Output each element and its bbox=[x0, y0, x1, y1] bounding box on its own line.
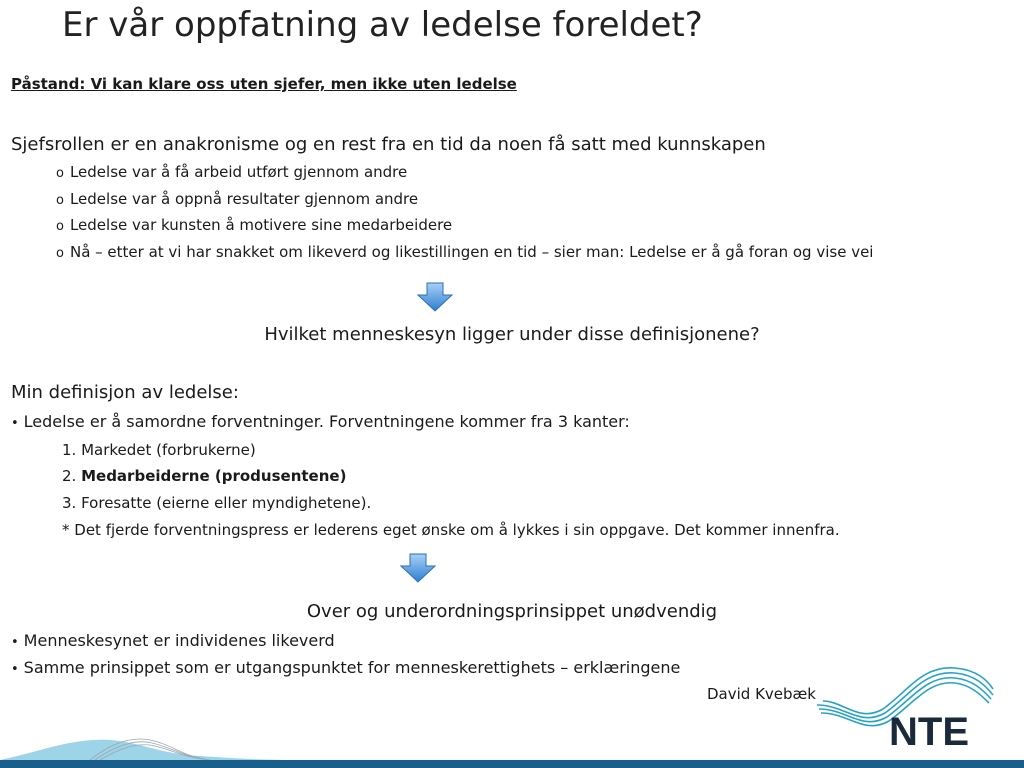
down-arrow-icon bbox=[399, 553, 437, 583]
nte-logo bbox=[815, 665, 995, 755]
numbered-item: 1. Markedet (forbrukerne) bbox=[62, 441, 256, 459]
numbered-item: 3. Foresatte (eierne eller myndighetene). bbox=[62, 494, 372, 512]
question-text: Hvilket menneskesyn ligger under disse definisjonene? bbox=[264, 324, 760, 345]
list-item: • Menneskesynet er individenes likeverd bbox=[11, 631, 335, 650]
circle-bullet-icon: o bbox=[56, 246, 64, 261]
bullet-icon: • bbox=[11, 662, 19, 677]
logo-text: NTE bbox=[889, 710, 969, 754]
circle-bullet-icon: o bbox=[56, 193, 64, 208]
circle-bullet-icon: o bbox=[56, 219, 64, 234]
author-name: David Kvebæk bbox=[707, 685, 816, 703]
down-arrow-icon bbox=[416, 282, 454, 312]
section2-heading: Min definisjon av ledelse: bbox=[11, 382, 239, 403]
wave-decoration bbox=[0, 730, 300, 762]
bullet-icon: • bbox=[11, 635, 19, 650]
section1-heading: Sjefsrollen er en anakronisme og en rest fra en tid da noen få satt med kunnskapen bbox=[11, 134, 766, 155]
slide-title: Er vår oppfatning av ledelse foreldet? bbox=[62, 5, 703, 45]
list-item: o Nå – etter at vi har snakket om likeverd og likestillingen en tid – sier man: Ledelse er å gå foran og vise vei bbox=[56, 243, 874, 261]
list-item: o Ledelse var å få arbeid utført gjennom andre bbox=[56, 163, 408, 181]
list-item: • Samme prinsippet som er utgangspunktet for menneskerettighets – erklæringene bbox=[11, 658, 681, 677]
footer-band bbox=[0, 760, 1024, 768]
list-item: • Ledelse er å samordne forventninger. Forventningene kommer fra 3 kanter: bbox=[11, 412, 630, 431]
footnote-text: * Det fjerde forventningspress er lederens eget ønske om å lykkes i sin oppgave. Det kommer innenfra. bbox=[62, 521, 840, 539]
list-item: o Ledelse var å oppnå resultater gjennom andre bbox=[56, 190, 419, 208]
list-item: o Ledelse var kunsten å motivere sine medarbeidere bbox=[56, 216, 453, 234]
circle-bullet-icon: o bbox=[56, 166, 64, 181]
numbered-item: 2. Medarbeiderne (produsentene) bbox=[62, 467, 347, 485]
claim-statement: Påstand: Vi kan klare oss uten sjefer, men ikke uten ledelse bbox=[11, 75, 517, 93]
conclusion-heading: Over og underordningsprinsippet unødvendig bbox=[306, 601, 718, 622]
bullet-icon: • bbox=[11, 416, 19, 431]
